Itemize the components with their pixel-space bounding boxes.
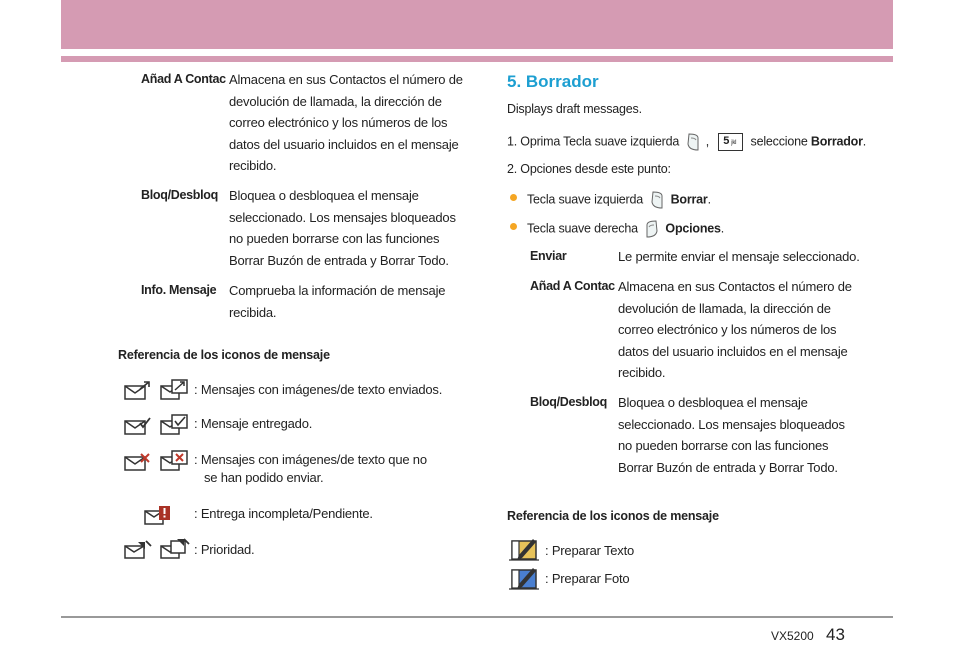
step-1-comma: , [705, 134, 709, 149]
icon-desc-draft-picture: : Preparar Foto [545, 571, 630, 586]
bullet-right-softkey [527, 219, 724, 239]
desc-enviar [618, 246, 860, 268]
desc-line: Le permite enviar el mensaje seleccionado. [618, 249, 860, 264]
desc-bloq-desbloq [229, 185, 456, 271]
desc-line: recibido. [618, 365, 666, 380]
page-number: 43 [826, 625, 845, 644]
term-bloq-desbloq: Bloq/Desbloq [141, 188, 218, 202]
icon-desc-priority: : Prioridad. [194, 542, 255, 557]
priority-message-icon [124, 540, 152, 560]
step-1-mid: seleccione [750, 134, 808, 149]
desc-line: devolución de llamada, la dirección de [229, 93, 442, 109]
step-1 [507, 132, 866, 152]
icon-desc-failed [194, 452, 427, 485]
bullet-2-bold: Opciones [665, 221, 721, 236]
desc-line: Comprueba la información de mensaje [229, 283, 446, 298]
delivered-picture-message-icon [160, 414, 190, 436]
draft-picture-icon [509, 567, 539, 591]
term-enviar: Enviar [530, 249, 567, 263]
step-2: 2. Opciones desde este punto: [507, 162, 671, 176]
bullet-1-text: Tecla suave izquierda [527, 192, 644, 207]
desc-info-mensaje [229, 280, 445, 323]
term-anad-a-contac: Añad A Contac [141, 72, 226, 86]
delivered-message-icon [124, 416, 152, 436]
header-band [61, 0, 893, 49]
failed-picture-message-icon [160, 450, 190, 472]
section-title: 5. Borrador [507, 72, 599, 91]
failed-message-icon [124, 452, 152, 472]
icon-desc-failed-line1: : Mensajes con imágenes/de texto que no [194, 452, 427, 467]
desc-line: Bloquea o desbloquea el mensaje [229, 188, 419, 203]
icon-desc-draft-text: : Preparar Texto [545, 543, 635, 558]
desc-line: no pueden borrarse con las funciones [618, 438, 829, 453]
icon-desc-sent: : Mensajes con imágenes/de texto enviados. [194, 382, 443, 397]
right-soft-key-icon [645, 219, 659, 239]
bullet-dot [510, 223, 517, 230]
desc-line: datos del usuario incluidos en el mensaje [618, 343, 848, 359]
bullet-2-text: Tecla suave derecha [527, 221, 638, 236]
desc-bloq-desbloq-right [618, 392, 845, 478]
desc-line: Borrar Buzón de entrada y Borrar Todo. [229, 252, 449, 268]
step-1-end: . [862, 134, 867, 149]
bullet-1-bold: Borrar [670, 192, 708, 207]
section-intro: Displays draft messages. [507, 102, 642, 116]
bullet-2-end: . [720, 221, 725, 236]
sent-message-icon [124, 381, 152, 401]
left-soft-key-icon [686, 132, 700, 152]
bullet-dot [510, 194, 517, 201]
desc-line: no pueden borrarse con las funciones [229, 231, 440, 246]
desc-line: datos del usuario incluidos en el mensaje [229, 136, 459, 152]
step-1-bold: Borrador [810, 134, 863, 149]
desc-anad-a-contac [229, 69, 463, 177]
desc-line: recibido. [229, 158, 277, 173]
desc-line: correo electrónico y los números de los [618, 322, 837, 337]
footer-rule [61, 616, 893, 618]
pending-delivery-icon [144, 505, 172, 527]
left-soft-key-icon [650, 190, 664, 210]
bullet-1-end: . [707, 192, 711, 207]
header-rule [61, 56, 893, 62]
desc-line: seleccionado. Los mensajes bloqueados [618, 416, 845, 432]
icon-desc-delivered: : Mensaje entregado. [194, 416, 313, 431]
desc-line: Borrar Buzón de entrada y Borrar Todo. [618, 459, 838, 475]
bullet-left-softkey [527, 190, 711, 210]
key-5-letters: jkl [731, 140, 737, 146]
icon-desc-failed-line2: se han podido enviar. [204, 470, 324, 485]
term-bloq-desbloq-right: Bloq/Desbloq [530, 395, 607, 409]
draft-text-icon [509, 538, 539, 562]
desc-line: Almacena en sus Contactos el número de [229, 72, 463, 87]
desc-line: Almacena en sus Contactos el número de [618, 279, 852, 294]
desc-line: correo electrónico y los números de los [229, 115, 448, 130]
right-ref-heading: Referencia de los iconos de mensaje [507, 509, 719, 523]
key-5-icon [718, 133, 743, 151]
desc-line: seleccionado. Los mensajes bloqueados [229, 209, 456, 225]
priority-picture-message-icon [160, 538, 190, 560]
desc-line: devolución de llamada, la dirección de [618, 300, 831, 316]
icon-desc-pending: : Entrega incompleta/Pendiente. [194, 506, 373, 521]
term-info-mensaje: Info. Mensaje [141, 283, 217, 297]
term-anad-a-contac-right: Añad A Contac [530, 279, 615, 293]
desc-line: recibida. [229, 304, 277, 320]
step-1-text: 1. Oprima Tecla suave izquierda [507, 134, 680, 149]
model-name: VX5200 [771, 629, 814, 643]
desc-line: Bloquea o desbloquea el mensaje [618, 395, 808, 410]
key-5-label: 5 [723, 135, 730, 147]
left-ref-heading: Referencia de los iconos de mensaje [118, 348, 330, 362]
desc-anad-a-contac-right [618, 276, 852, 384]
sent-picture-message-icon [160, 379, 190, 401]
